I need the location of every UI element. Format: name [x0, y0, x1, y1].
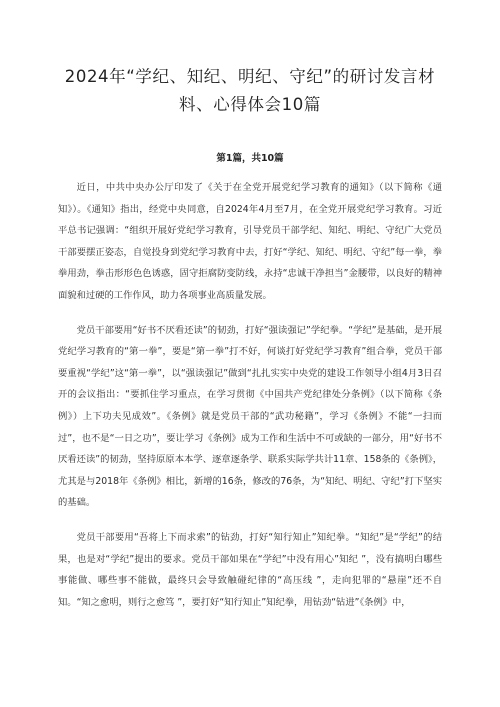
document-title: 2024年“学纪、知纪、明纪、守纪”的研讨发言材料、心得体会10篇 [64, 67, 436, 114]
paragraph: 党员干部要用“吾将上下而求索”的钻劲，打好“知行知止”知纪拳。“知纪”是“学纪”的结果，也是对“学纪”提出的要求。党员干部如果在“学纪”中没有用心”知纪 ”，没有搞明白哪些事能做、哪些事不能做，最终只会导致触碰纪律的“高压线 ”，走向犯罪的“悬崖”还不自知。“知之愈明，则行之愈笃 ”，要打好“知行知止”知纪拳，用钻劲“钻进”《条例》中， [58, 531, 442, 608]
section-label: 第1篇，共10篇 [216, 153, 284, 164]
paragraph: 党员干部要用“好书不厌看还读”的韧劲，打好“强读强记”学纪拳。“学纪”是基础，是开展党纪学习教育的“第一拳”，要是“第一拳”打不好，何谈打好党纪学习教育”组合拳，党员干部要重视“学纪”这“第一拳”，以“强读强记”做到“扎扎实实中央党的建设工作领导小组4月3日召开的会议指出：“要抓住学习重点，在学习贯彻《中国共产党纪律处分条例》（以下简称《条例》）上下功夫见成效”。《条例》就是党员干部的“武功秘籍”，学习《条例》不能“一扫而过”，也不是“一日之功”，要让学习《条例》成为工作和生活中不可或缺的一部分，用“好书不厌看还读”的韧劲，坚持原原本本学、逐章逐条学、联系实际学共计11章、158条的《条例》，尤其是与2018年《条例》相比，新增的16条，修改的76条，为“知纪、明纪、守纪”打下坚实的基础。 [58, 324, 442, 509]
paragraph: 近日，中共中央办公厅印发了《关于在全党开展党纪学习教育的通知》（以下简称《通知》）。《通知》指出，经党中央同意，自2024年4月至7月，在全党开展党纪学习教育。习近平总书记强调：“组织开展好党纪学习教育，引导党员干部学纪、知纪、明纪、守纪广大党员干部要摆正姿态，自觉投身到党纪学习教育中去，打好“学纪、知纪、明纪、守纪”每一拳，拳拳用劲，拳击形形色色诱惑，固守拒腐防变防线，永持“忠诚干净担当”金腰带，以良好的精神面貌和过硬的工作作风，助力各项事业高质量发展。 [58, 182, 442, 301]
